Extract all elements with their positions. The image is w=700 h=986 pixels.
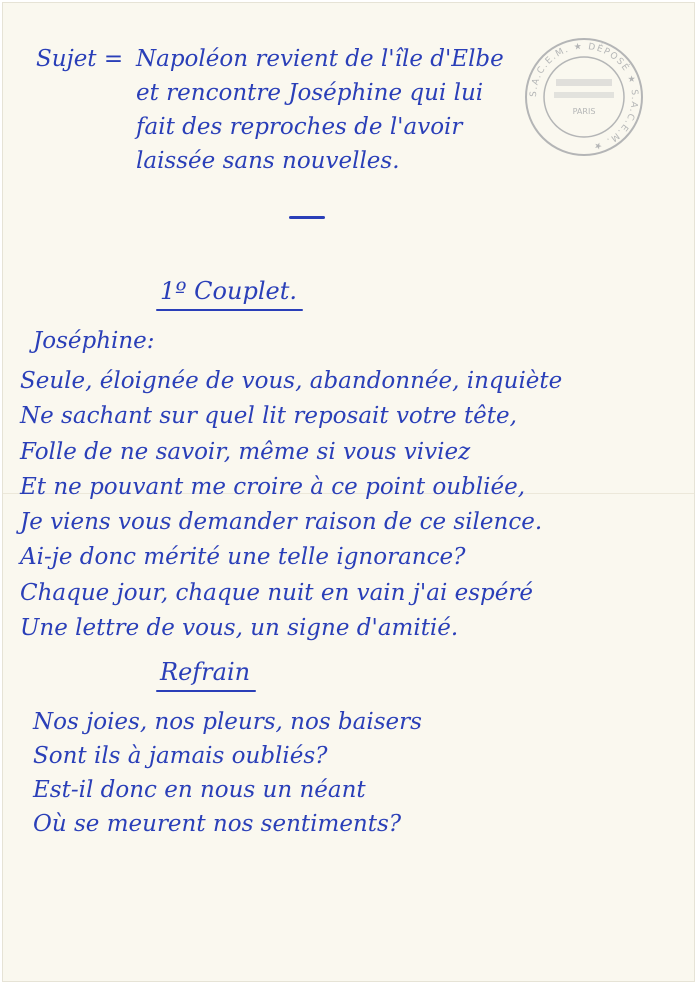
couplet-heading-text: 1º Couplet. [160, 277, 297, 305]
refrain-heading-text: Refrain [160, 658, 251, 686]
verse-line: Nos joies, nos pleurs, nos baisers [33, 709, 422, 735]
verse-line: Ne sachant sur quel lit reposait votre tête, [20, 403, 517, 430]
subject-line: fait des reproches de l'avoir [136, 114, 463, 140]
verse-line: Je viens vous demander raison de ce silence. [20, 509, 543, 536]
verse-line: Seule, éloignée de vous, abandonnée, inquiète [20, 368, 563, 394]
section-divider [289, 216, 325, 219]
subject-line: laissée sans nouvelles. [136, 148, 400, 174]
svg-text:S.A.C.E.M. ★ DÉPOSÉ ★ S.A.C.E.: S.A.C.E.M. ★ DÉPOSÉ ★ S.A.C.E.M. ★ [528, 41, 640, 152]
subject-label: Sujet = [36, 46, 124, 72]
heading-underline [156, 690, 256, 692]
verse-line: Sont ils à jamais oubliés? [33, 743, 328, 769]
svg-text:PARIS: PARIS [572, 107, 596, 116]
verse-line: Chaque jour, chaque nuit en vain j'ai espéré [20, 579, 533, 606]
subject-text [136, 42, 504, 178]
verse-line: Est-il donc en nous un néant [33, 777, 366, 803]
subject-line: et rencontre Joséphine qui lui [136, 80, 484, 106]
speaker-label: Joséphine: [33, 328, 155, 354]
verse-line: Où se meurent nos sentiments? [33, 811, 402, 837]
couplet-heading [160, 277, 297, 305]
verse-line: Folle de ne savoir, même si vous viviez [20, 438, 471, 465]
refrain-heading [160, 658, 250, 686]
verse-line: Ai-je donc mérité une telle ignorance? [20, 544, 466, 571]
rubber-stamp [521, 34, 647, 160]
verse-line: Et ne pouvant me croire à ce point oubliée, [20, 473, 526, 500]
heading-underline [156, 309, 303, 311]
refrain-verse [33, 705, 422, 841]
couplet-verse [20, 364, 562, 646]
verse-line: Une lettre de vous, un signe d'amitié. [20, 615, 459, 642]
subject-line: Napoléon revient de l'île d'Elbe [136, 46, 504, 72]
